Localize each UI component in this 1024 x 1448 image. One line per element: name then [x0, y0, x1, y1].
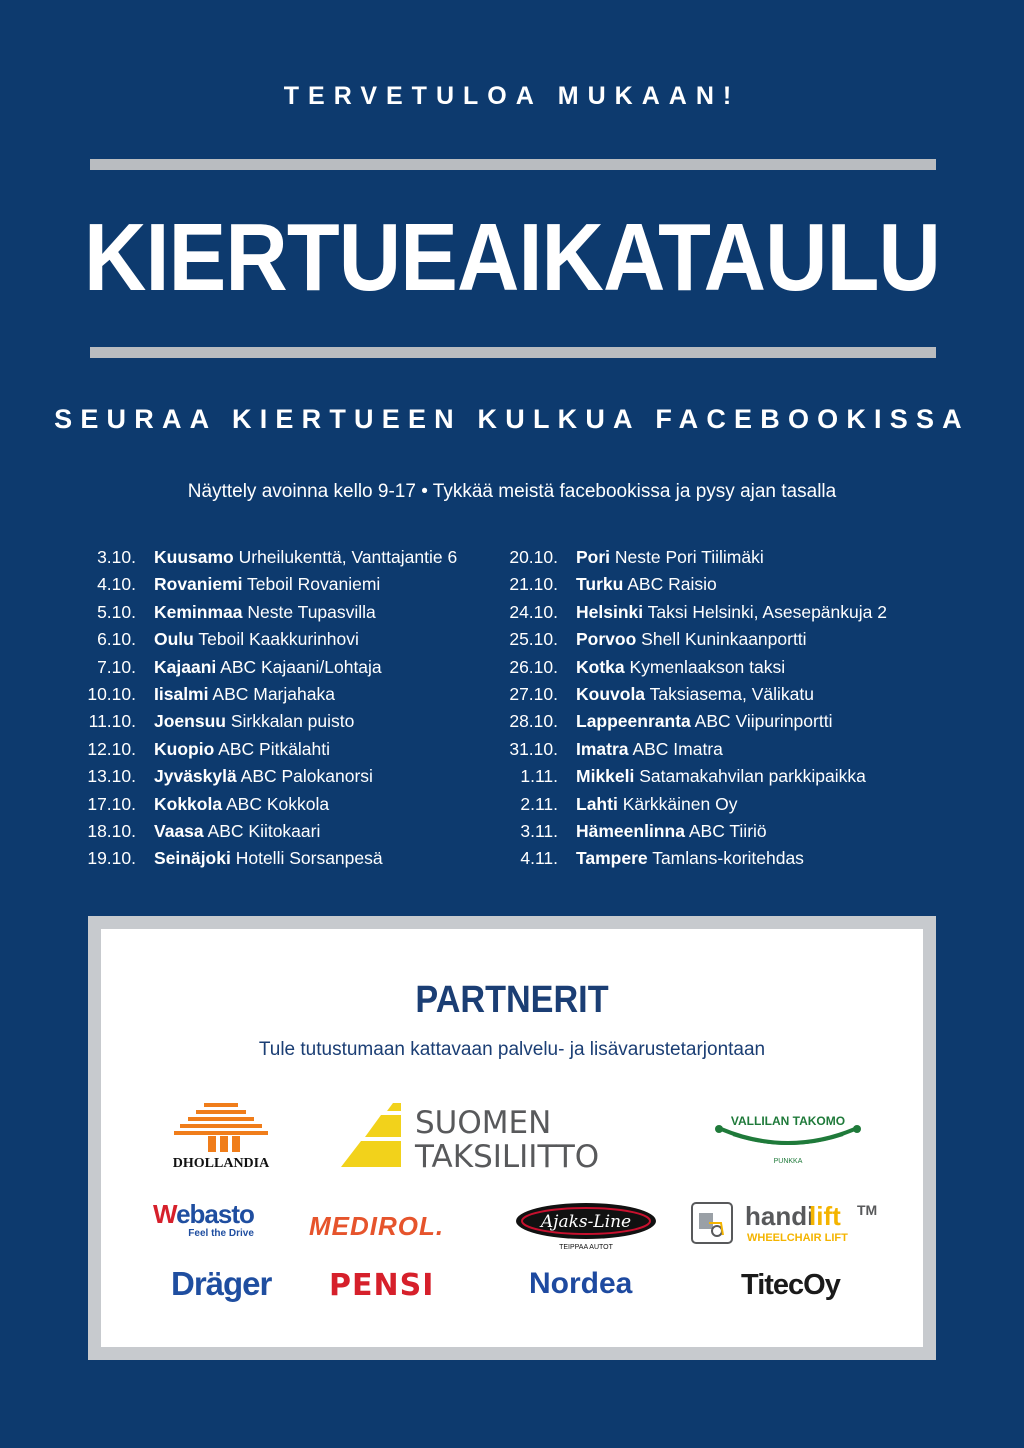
schedule-row: [500, 681, 887, 708]
page-title: KIERTUEAIKATAULU: [84, 204, 940, 311]
vallilan-text: VALLILAN TAKOMO: [730, 1114, 846, 1128]
schedule-venue: ABC Palokanorsi: [240, 766, 373, 787]
schedule-city: Tampere: [576, 848, 648, 869]
partners-subtitle: Tule tutustumaan kattavaan palvelu- ja lisävarustetarjontaan: [258, 1039, 766, 1060]
schedule-date: 27.10.: [509, 683, 558, 704]
vallilan-takomo-logo: [713, 1109, 863, 1165]
schedule-venue: Kymenlaakson taksi: [629, 656, 786, 677]
schedule-row: [78, 681, 457, 708]
greeting-heading: TERVETULOA MUKAAN!: [283, 82, 741, 110]
schedule-date: 10.10.: [87, 683, 136, 704]
schedule-row: [78, 571, 457, 598]
schedule-date: 5.10.: [97, 601, 136, 622]
schedule-venue: Taksi Helsinki, Asesepänkuja 2: [647, 601, 887, 622]
schedule-row: [500, 544, 887, 571]
ajaksline-text: Ajaks-Line: [540, 1212, 632, 1232]
handilift-logo: [691, 1199, 901, 1249]
schedule-city: Jyväskylä: [154, 766, 237, 787]
schedule-row: [78, 763, 457, 790]
schedule-row: [78, 791, 457, 818]
drager-text: Dräger: [171, 1265, 272, 1302]
schedule-date: 4.11.: [520, 848, 558, 869]
handilift-text-b: lift: [809, 1201, 841, 1231]
taksiliitto-line2: TAKSILIITTO: [415, 1139, 600, 1171]
schedule-date: 6.10.: [97, 629, 136, 650]
handilift-text-a: handi: [745, 1201, 815, 1231]
schedule-city: Porvoo: [576, 629, 637, 650]
ajaks-line-logo: [513, 1199, 659, 1251]
schedule-date: 3.11.: [520, 820, 558, 841]
schedule-row: [500, 845, 887, 872]
schedule-date: 7.10.: [97, 656, 136, 677]
schedule-city: Oulu: [154, 629, 194, 650]
schedule-date: 3.10.: [97, 547, 136, 567]
titeco-text: TitecOy: [741, 1269, 840, 1301]
schedule-row: [78, 544, 457, 571]
schedule-date: 1.11.: [520, 766, 558, 787]
schedule-date: 19.10.: [87, 848, 136, 869]
schedule-venue: Urheilukenttä, Vanttajantie 6: [238, 547, 458, 567]
schedule-city: Kotka: [576, 656, 625, 677]
schedule-venue: ABC Pitkälahti: [218, 738, 331, 759]
schedule-venue: Hotelli Sorsanpesä: [235, 848, 383, 869]
schedule-venue: Satamakahvilan parkkipaikka: [639, 766, 866, 787]
schedule-row: [78, 626, 457, 653]
partners-title: PARTNERIT: [415, 979, 609, 1021]
schedule-date: 18.10.: [87, 820, 136, 841]
dhollandia-logo: [156, 1101, 286, 1171]
schedule-city: Helsinki: [576, 601, 644, 622]
schedule-venue: ABC Kiitokaari: [207, 820, 321, 841]
schedule-row: [500, 791, 887, 818]
schedule-row: [500, 599, 887, 626]
nordea-logo: [529, 1267, 632, 1301]
schedule-date: 2.11.: [520, 793, 558, 814]
schedule-row: [78, 708, 457, 735]
schedule-venue: ABC Tiiriö: [688, 820, 767, 841]
pensi-logo: [329, 1268, 434, 1303]
drager-logo: [171, 1265, 271, 1303]
schedule-city: Kouvola: [576, 683, 646, 704]
schedule-venue: Teboil Rovaniemi: [247, 574, 381, 595]
schedule-row: [78, 654, 457, 681]
partners-panel: [101, 929, 923, 1347]
schedule-date: 21.10.: [509, 574, 558, 595]
schedule-date: 4.10.: [97, 574, 136, 595]
schedule-column-right: [500, 544, 887, 873]
dhollandia-text: DHOLLANDIA: [172, 1156, 270, 1171]
schedule-venue: Teboil Kaakkurinhovi: [198, 629, 359, 650]
schedule-venue: ABC Viipurinportti: [694, 711, 833, 732]
schedule-venue: ABC Kajaani/Lohtaja: [220, 656, 382, 677]
medirol-logo: [309, 1211, 444, 1242]
schedule-venue: ABC Imatra: [632, 738, 723, 759]
schedule-date: 17.10.: [87, 793, 136, 814]
handilift-sub-text: WHEELCHAIR LIFT: [747, 1232, 848, 1244]
schedule-city: Kuopio: [154, 738, 215, 759]
schedule-city: Seinäjoki: [154, 848, 231, 869]
schedule-date: 26.10.: [509, 656, 558, 677]
schedule-venue: ABC Kokkola: [225, 793, 330, 814]
medirol-text: MEDIROL.: [309, 1211, 445, 1241]
schedule-venue: ABC Raisio: [627, 574, 717, 595]
schedule-date: 13.10.: [87, 766, 136, 787]
schedule-venue: ABC Marjahaka: [212, 683, 335, 704]
schedule-city: Joensuu: [154, 711, 226, 732]
schedule-row: [500, 626, 887, 653]
schedule-city: Turku: [576, 574, 624, 595]
suomen-taksiliitto-logo: [341, 1103, 651, 1171]
schedule-row: [78, 818, 457, 845]
schedule-city: Mikkeli: [576, 766, 635, 787]
top-divider: [90, 159, 936, 170]
schedule-row: [500, 708, 887, 735]
schedule-row: [78, 599, 457, 626]
schedule-venue: Neste Pori Tiilimäki: [614, 547, 764, 567]
schedule-city: Vaasa: [154, 820, 204, 841]
schedule-date: 24.10.: [509, 601, 558, 622]
schedule-city: Rovaniemi: [154, 574, 243, 595]
bottom-divider: [90, 347, 936, 358]
partners-section: [88, 916, 936, 1360]
opening-hours-info: Näyttely avoinna kello 9-17 • Tykkää meistä facebookissa ja pysy ajan tasalla: [187, 481, 837, 502]
schedule-date: 20.10.: [509, 547, 558, 567]
facebook-subtitle: SEURAA KIERTUEEN KULKUA FACEBOOKISSA: [54, 404, 970, 434]
schedule-column-left: [78, 544, 457, 873]
webasto-logo: Webasto Feel the Drive: [153, 1199, 254, 1239]
schedule-venue: Sirkkalan puisto: [230, 711, 355, 732]
schedule-venue: Taksiasema, Välikatu: [649, 683, 814, 704]
schedule-city: Pori: [576, 547, 611, 567]
taksiliitto-line1: SUOMEN: [415, 1105, 552, 1141]
schedule-venue: Neste Tupasvilla: [247, 601, 376, 622]
schedule-date: 12.10.: [87, 738, 136, 759]
schedule-city: Lappeenranta: [576, 711, 691, 732]
schedule-date: 25.10.: [509, 629, 558, 650]
nordea-text: Nordea: [529, 1267, 633, 1300]
ajaksline-sub-text: TEIPPAA AUTOT: [559, 1244, 613, 1251]
schedule-date: 31.10.: [509, 738, 558, 759]
titeco-logo: [741, 1269, 840, 1302]
schedule-city: Imatra: [576, 738, 629, 759]
schedule-row: [78, 845, 457, 872]
schedule-date: 28.10.: [509, 711, 558, 732]
schedule-row: [500, 763, 887, 790]
pensi-text: PENSI: [329, 1268, 435, 1303]
schedule-city: Keminmaa: [154, 601, 243, 622]
schedule-row: [500, 571, 887, 598]
webasto-tagline: Feel the Drive: [188, 1228, 254, 1239]
schedule-city: Hämeenlinna: [576, 820, 685, 841]
schedule-venue: Shell Kuninkaanportti: [641, 629, 807, 650]
schedule-venue: Kärkkäinen Oy: [622, 793, 738, 814]
schedule-date: 11.10.: [88, 711, 136, 732]
schedule-row: [500, 654, 887, 681]
schedule-venue: Tamlans-koritehdas: [652, 848, 804, 869]
schedule-city: Kajaani: [154, 656, 217, 677]
schedule-city: Kuusamo: [154, 547, 234, 567]
handilift-tm: TM: [857, 1202, 878, 1218]
schedule-city: Iisalmi: [154, 683, 209, 704]
schedule-city: Lahti: [576, 793, 618, 814]
schedule-row: [500, 818, 887, 845]
schedule-row: [78, 736, 457, 763]
schedule-row: [500, 736, 887, 763]
vallilan-sub-text: PUNKKA: [773, 1158, 803, 1165]
schedule-city: Kokkola: [154, 793, 223, 814]
